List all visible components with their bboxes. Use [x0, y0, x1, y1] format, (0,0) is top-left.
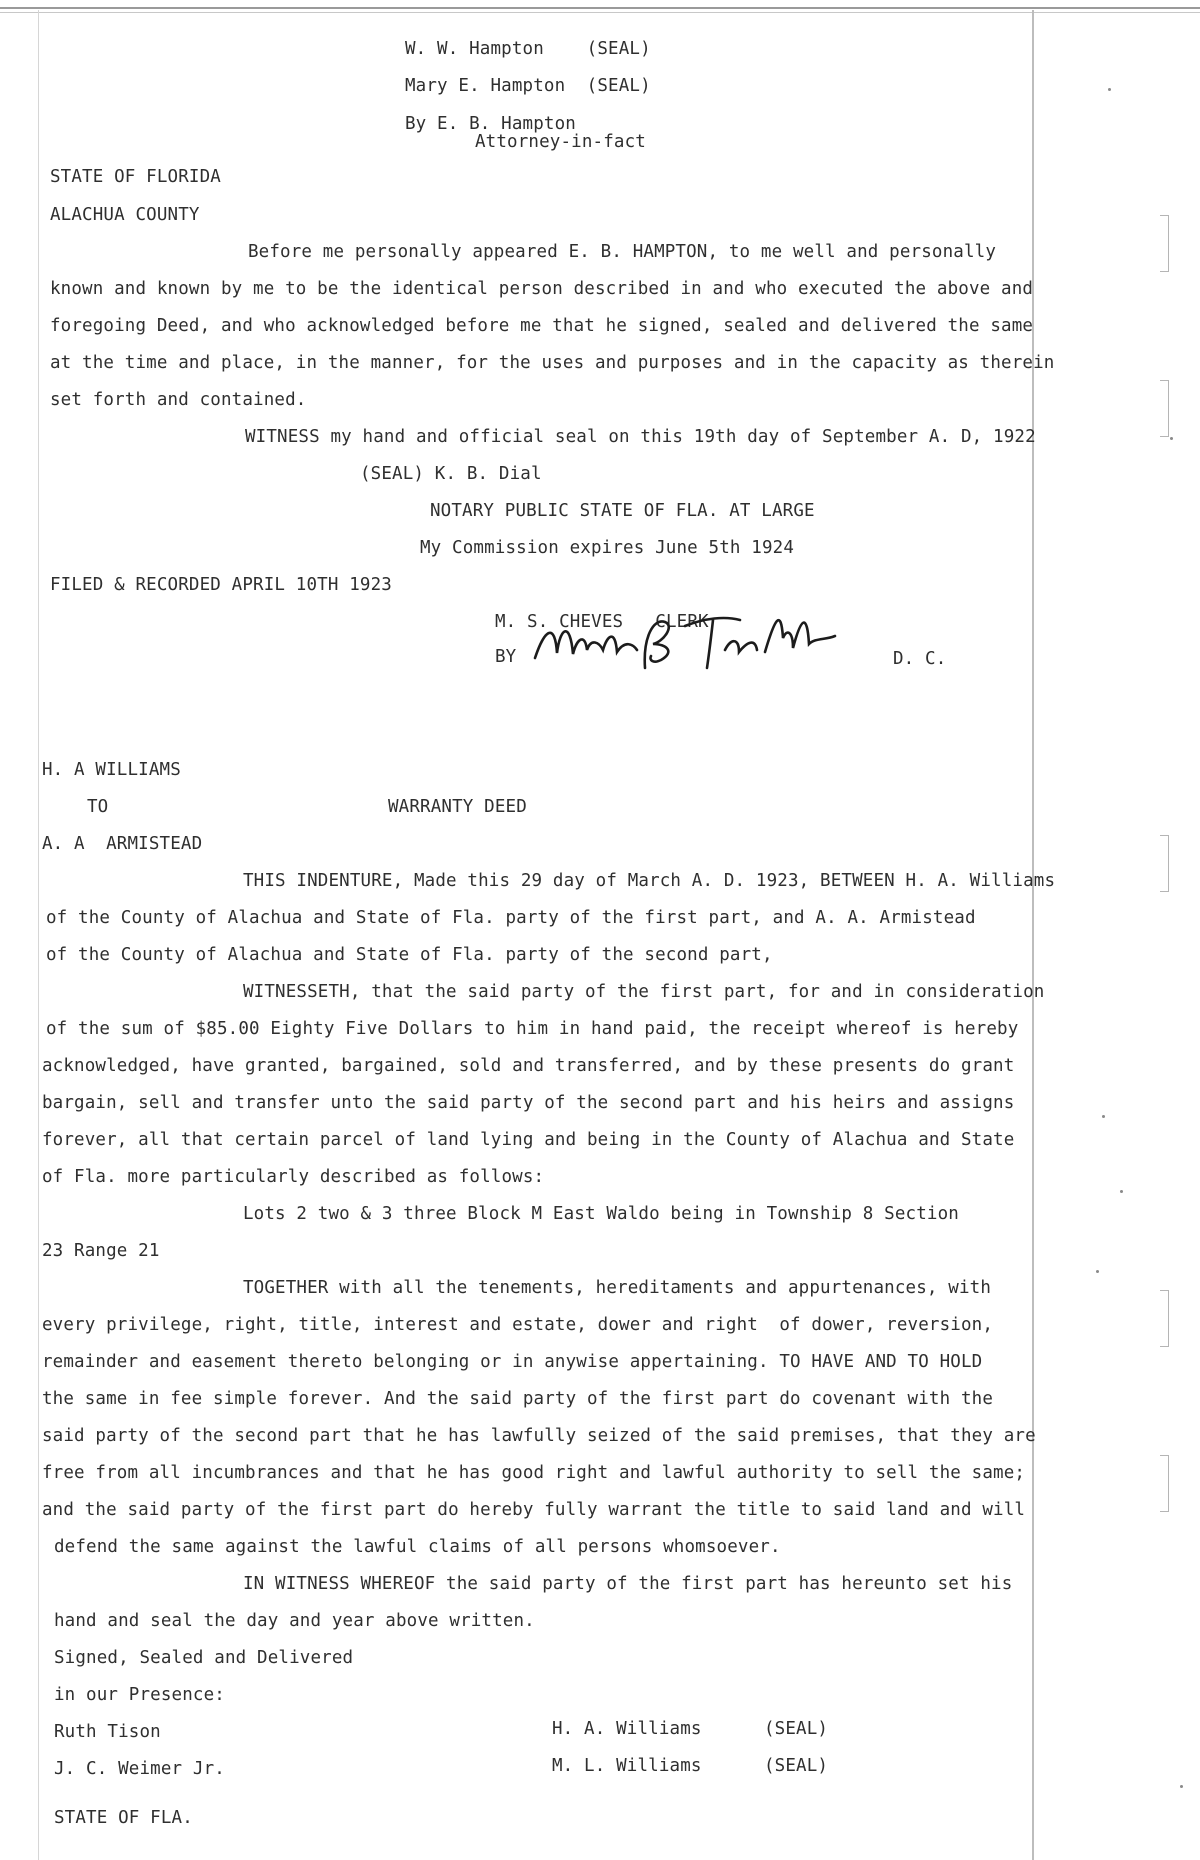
signer-by-e-b-hampton: By E. B. Hampton	[405, 114, 576, 134]
speck	[1102, 1115, 1105, 1118]
deed-line-13: the same in fee simple forever. And the said party of the first part do covenant with the	[42, 1389, 994, 1409]
seal-2: (SEAL)	[764, 1756, 829, 1776]
signer-mary-hampton: Mary E. Hampton (SEAL)	[405, 76, 651, 96]
grantor-h-a-williams: H. A. Williams	[552, 1719, 702, 1739]
state-heading: STATE OF FLORIDA	[50, 167, 221, 187]
margin-bracket-mark	[1160, 1455, 1169, 1512]
witness-line: WITNESS my hand and official seal on this 19th day of September A. D, 1922	[245, 427, 1036, 447]
land-description: Lots 2 two & 3 three Block M East Waldo being in Township 8 Section	[243, 1204, 959, 1224]
speck	[1096, 1270, 1099, 1273]
signer-w-w-hampton: W. W. Hampton (SEAL)	[405, 39, 651, 59]
commission-expiry: My Commission expires June 5th 1924	[420, 538, 795, 558]
witness-j-c-weimer: J. C. Weimer Jr.	[54, 1759, 225, 1779]
clerk-by: BY	[495, 647, 517, 667]
deed-line-16: and the said party of the first part do hereby fully warrant the title to said land and will	[42, 1500, 1026, 1520]
deed-line-12: remainder and easement thereto belonging or in anywise appertaining. TO HAVE AND TO HOLD	[42, 1352, 983, 1372]
deed-line-3: of the County of Alachua and State of Fla. party of the second part,	[46, 945, 773, 965]
clerk-signature	[525, 598, 845, 680]
ack-line-1: Before me personally appeared E. B. HAMPTON, to me well and personally	[248, 242, 997, 262]
left-margin-line	[38, 10, 39, 1860]
deed-line-5: of the sum of $85.00 Eighty Five Dollars to him in hand paid, the receipt whereof is hereby	[46, 1019, 1019, 1039]
speck	[1120, 1190, 1123, 1193]
deed-line-4: WITNESSETH, that the said party of the first part, for and in consideration	[243, 982, 1045, 1002]
margin-bracket-mark	[1160, 1290, 1169, 1347]
seal-1: (SEAL)	[764, 1719, 829, 1739]
deed-line-17: defend the same against the lawful claims of all persons whomsoever.	[54, 1537, 781, 1557]
signed-sealed-delivered: Signed, Sealed and Delivered	[54, 1648, 354, 1668]
ack-line-2: known and known by me to be the identical person described in and who executed the above and	[50, 279, 1034, 299]
filed-recorded: FILED & RECORDED APRIL 10TH 1923	[50, 575, 392, 595]
deed-line-11: every privilege, right, title, interest and estate, dower and right of dower, reversion,	[42, 1315, 994, 1335]
attorney-in-fact: Attorney-in-fact	[475, 132, 646, 152]
in-our-presence: in our Presence:	[54, 1685, 225, 1705]
top-rule	[0, 7, 1200, 9]
deed-line-7: bargain, sell and transfer unto the said party of the second part and his heirs and assigns	[42, 1093, 1015, 1113]
deed-line-2: of the County of Alachua and State of Fla. party of the first part, and A. A. Armistead	[46, 908, 976, 928]
speck	[1108, 88, 1111, 91]
witness-ruth-tison: Ruth Tison	[54, 1722, 161, 1742]
margin-bracket-mark	[1160, 380, 1169, 437]
deed-line-14: said party of the second part that he has lawfully seized of the said premises, that they are	[42, 1426, 1036, 1446]
hand-seal-line: hand and seal the day and year above written.	[54, 1611, 535, 1631]
top-rule-secondary	[0, 12, 1200, 13]
margin-bracket-mark	[1160, 835, 1169, 892]
deed-line-6: acknowledged, have granted, bargained, sold and transferred, and by these presents do grant	[42, 1056, 1015, 1076]
speck	[1170, 437, 1173, 440]
ack-line-4: at the time and place, in the manner, for the uses and purposes and in the capacity as therein	[50, 353, 1055, 373]
to-heading: TO	[87, 797, 109, 817]
ack-line-3: foregoing Deed, and who acknowledged before me that he signed, sealed and delivered the same	[50, 316, 1034, 336]
grantor-heading: H. A WILLIAMS	[42, 760, 181, 780]
clerk-name: M. S. CHEVES CLERK	[495, 612, 709, 632]
ack-line-5: set forth and contained.	[50, 390, 307, 410]
deed-line-1: THIS INDENTURE, Made this 29 day of March A. D. 1923, BETWEEN H. A. Williams	[243, 871, 1056, 891]
grantor-m-l-williams: M. L. Williams	[552, 1756, 702, 1776]
grantee-heading: A. A ARMISTEAD	[42, 834, 203, 854]
in-witness-line: IN WITNESS WHEREOF the said party of the first part has hereunto set his	[243, 1574, 1013, 1594]
deputy-clerk: D. C.	[893, 649, 947, 669]
deed-line-15: free from all incumbrances and that he has good right and lawful authority to sell the same;	[42, 1463, 1026, 1483]
deed-type-heading: WARRANTY DEED	[388, 797, 527, 817]
notary-title: NOTARY PUBLIC STATE OF FLA. AT LARGE	[430, 501, 815, 521]
notary-seal-name: (SEAL) K. B. Dial	[360, 464, 542, 484]
county-heading: ALACHUA COUNTY	[50, 205, 200, 225]
deed-line-10: TOGETHER with all the tenements, hereditaments and appurtenances, with	[243, 1278, 992, 1298]
state-of-fla-footer: STATE OF FLA.	[54, 1808, 193, 1828]
deed-line-9: of Fla. more particularly described as follows:	[42, 1167, 545, 1187]
land-range: 23 Range 21	[42, 1241, 160, 1261]
margin-bracket-mark	[1160, 215, 1169, 272]
deed-line-8: forever, all that certain parcel of land lying and being in the County of Alachua and State	[42, 1130, 1015, 1150]
speck	[1180, 1785, 1183, 1788]
